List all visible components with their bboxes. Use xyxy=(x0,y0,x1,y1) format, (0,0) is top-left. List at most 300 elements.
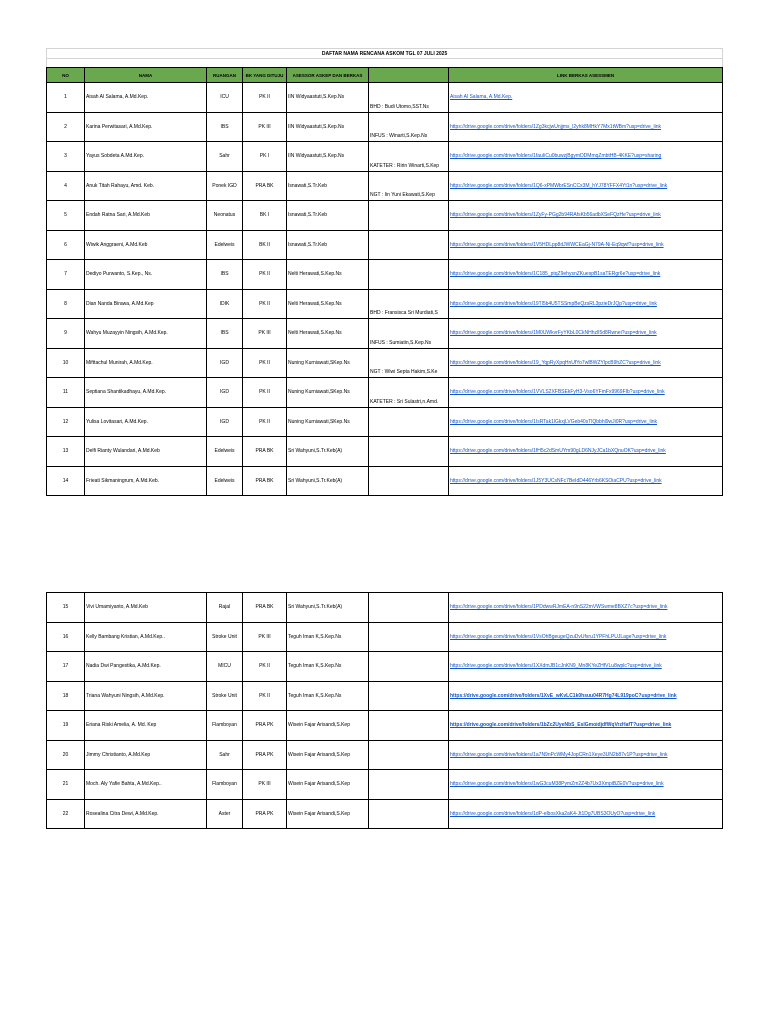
row-link-cell xyxy=(449,83,723,113)
row-asessor: Nelti Herawati,S.Kep.Ns xyxy=(288,330,342,337)
link-berkas[interactable]: Aisah Al Salama, A.Md.Kep. xyxy=(450,94,513,101)
link-berkas[interactable]: https://drive.google.com/drive/folders/19_YqpRyXpqHnUfYo7wlBWZYlpcB9hZC?usp=drive_link xyxy=(450,359,661,366)
row-link-cell xyxy=(449,112,723,142)
row-number: 18 xyxy=(62,692,69,699)
row-nama-cell xyxy=(85,593,207,623)
row-number-cell xyxy=(47,652,85,682)
table-row xyxy=(47,230,723,260)
row-nama-cell xyxy=(85,348,207,378)
row-asessor-cell xyxy=(287,319,369,349)
row-bk: PK III xyxy=(258,123,271,130)
row-link-cell xyxy=(449,289,723,319)
row-number: 20 xyxy=(62,751,69,758)
row-ruangan: Neonatus xyxy=(213,212,236,219)
row-bk: PRA PK xyxy=(255,722,274,729)
row-asessor: Isnawati,S.Tr.Keb xyxy=(288,241,327,248)
row-ruangan: Stroke Unit xyxy=(212,633,237,640)
link-berkas[interactable]: https://drive.google.com/drive/folders/1VsOhBgeugeQzuDvUfsru1YPFhLPUJLage?usp=drive_link xyxy=(450,633,667,640)
row-nama: Jimmy Christianto, A.Md.Kep xyxy=(86,751,151,758)
row-bk-cell xyxy=(243,319,287,349)
row-bk-cell xyxy=(243,230,287,260)
row-nama-cell xyxy=(85,622,207,652)
row-link-cell xyxy=(449,681,723,711)
row-ruangan: Flamboyan xyxy=(212,722,237,729)
col-header-asessor: ASESSOR ASKEP DAN BERKAS xyxy=(287,68,369,83)
row-asessor-cell xyxy=(287,171,369,201)
row-number-cell xyxy=(47,437,85,467)
row-ruangan-cell xyxy=(207,171,243,201)
link-berkas[interactable]: https://drive.google.com/drive/folders/1Zg3kcjwUnjjms_l2yhk8MHkY7Mx1tWBm?usp=drive_link xyxy=(450,123,662,130)
row-nama: Yayus Sobdeta A.Md.Kep. xyxy=(86,153,145,160)
row-number-cell xyxy=(47,378,85,408)
row-bk-cell xyxy=(243,407,287,437)
row-ruangan: Sahr xyxy=(219,751,230,758)
row-asessor-cell xyxy=(287,466,369,496)
row-nama: Wahyu Muzayyin Ningsih, A.Md.Kep. xyxy=(86,330,168,337)
row-asessor-cell xyxy=(287,201,369,231)
row-note-cell xyxy=(369,740,449,770)
row-note-cell xyxy=(369,378,449,408)
row-ruangan-cell xyxy=(207,230,243,260)
row-asessor-cell xyxy=(287,230,369,260)
row-bk: PK II xyxy=(259,389,270,396)
row-asessor-cell xyxy=(287,770,369,800)
row-ruangan-cell xyxy=(207,652,243,682)
link-berkas[interactable]: https://drive.google.com/drive/folders/1XXdmJB1cJnKN9_Mn8KYeZHfVLu8wplc?usp=drive_link xyxy=(450,663,662,670)
row-note-cell xyxy=(369,260,449,290)
row-bk-cell xyxy=(243,348,287,378)
table-row xyxy=(47,652,723,682)
row-ruangan-cell xyxy=(207,407,243,437)
row-nama-cell xyxy=(85,466,207,496)
link-berkas[interactable]: https://drive.google.com/drive/folders/19Tl5b4U5TSSmpBeQzsRL3pzieDrJQp?usp=drive_link xyxy=(450,300,657,307)
row-link-cell xyxy=(449,348,723,378)
row-ruangan: IGD xyxy=(220,418,229,425)
row-asessor-cell xyxy=(287,437,369,467)
row-number: 13 xyxy=(62,448,69,455)
row-bk: PK I xyxy=(259,153,270,160)
row-asessor-cell xyxy=(287,681,369,711)
col-header-ruangan: RUANGAN xyxy=(207,68,243,83)
table-row xyxy=(47,681,723,711)
row-ruangan-cell xyxy=(207,378,243,408)
row-note-cell xyxy=(369,348,449,378)
row-link-cell xyxy=(449,799,723,829)
row-nama-cell xyxy=(85,740,207,770)
row-asessor-cell xyxy=(287,260,369,290)
row-ruangan: ICU xyxy=(220,94,229,101)
row-bk-cell xyxy=(243,681,287,711)
row-asessor: Sri Wahyuni,S.Tr.Keb(A) xyxy=(288,604,343,611)
row-nama: Vivi Umamiyanto, A.Md.Keb xyxy=(86,604,148,611)
row-bk: PRA BK xyxy=(255,604,274,611)
link-berkas[interactable]: https://drive.google.com/drive/folders/1V5HDLpp8dJWWCEaGj-N79A-Ni-Eq9qwf?usp=drive_link xyxy=(450,241,664,248)
row-note-cell xyxy=(369,466,449,496)
table-row xyxy=(47,407,723,437)
row-link-cell xyxy=(449,260,723,290)
row-bk-cell xyxy=(243,171,287,201)
link-berkas[interactable]: https://drive.google.com/drive/folders/1a7N9nPcWMy4JopCRn1Xeye3UN2b87v1P?usp=drive_link xyxy=(450,751,668,758)
row-note-cell xyxy=(369,289,449,319)
row-asessor: Nuning Kurniawati,SKep.Ns xyxy=(288,359,350,366)
row-ruangan-cell xyxy=(207,711,243,741)
row-ruangan-cell xyxy=(207,593,243,623)
row-bk: PRA PK xyxy=(255,810,274,817)
row-ruangan-cell xyxy=(207,770,243,800)
row-note: INFUS : Winarti,S.Kep.Ns xyxy=(370,133,428,139)
row-number: 7 xyxy=(64,271,67,278)
row-ruangan: Edelweis xyxy=(214,448,235,455)
row-link-cell xyxy=(449,171,723,201)
row-number: 10 xyxy=(62,359,69,366)
link-berkas[interactable]: https://drive.google.com/drive/folders/1PDdwwRJmEA-n9nS22mVWSwme8BXZ7c?usp=drive_link xyxy=(450,604,668,611)
row-ruangan: MICU xyxy=(218,663,231,670)
table-row xyxy=(47,466,723,496)
row-asessor: Isnawati,S.Tr.Keb xyxy=(288,212,327,219)
table-row xyxy=(47,437,723,467)
row-number: 15 xyxy=(62,604,69,611)
row-ruangan-cell xyxy=(207,319,243,349)
row-nama: Triana Wahyuni Ningsih, A.Md.Kep. xyxy=(86,692,165,699)
row-bk-cell xyxy=(243,622,287,652)
row-ruangan: Rajal xyxy=(218,604,231,611)
row-ruangan-cell xyxy=(207,799,243,829)
row-asessor: Teguh Iman K,S.Kep.Ns xyxy=(288,633,342,640)
row-link-cell xyxy=(449,319,723,349)
row-asessor: Nuning Kurniawati,SKep.Ns xyxy=(288,389,350,396)
row-nama-cell xyxy=(85,652,207,682)
row-ruangan-cell xyxy=(207,466,243,496)
row-link-cell xyxy=(449,201,723,231)
row-asessor: Nuning Kurniawati,SKep.Ns xyxy=(288,418,350,425)
link-berkas[interactable]: https://drive.google.com/drive/folders/1ZyFy-PGg2b94RAfsKb56adbXSeFQzHe?usp=drive_link xyxy=(450,212,661,219)
row-asessor: IIN Widyaastuti,S.Kep.Ns xyxy=(288,123,345,130)
row-link-cell xyxy=(449,652,723,682)
row-ruangan: Flamboyan xyxy=(212,781,237,788)
row-nama: Delfi Rianty Wulandari, A.Md.Keb xyxy=(86,448,160,455)
ascom-table-part-1 xyxy=(46,48,723,496)
table-row xyxy=(47,593,723,623)
table-row xyxy=(47,740,723,770)
row-note-cell xyxy=(369,407,449,437)
table-row xyxy=(47,171,723,201)
row-number: 8 xyxy=(64,300,67,307)
row-nama-cell xyxy=(85,171,207,201)
row-ruangan-cell xyxy=(207,83,243,113)
row-number-cell xyxy=(47,681,85,711)
row-number-cell xyxy=(47,770,85,800)
row-ruangan-cell xyxy=(207,289,243,319)
row-note-cell xyxy=(369,652,449,682)
row-number-cell xyxy=(47,593,85,623)
link-berkas[interactable]: https://drive.google.com/drive/folders/1fH5c2dSmUYm90gLD6NJyJCa1bXQnuOK?usp=drive_link xyxy=(450,448,666,455)
row-ruangan: Aster xyxy=(218,810,231,817)
row-number: 6 xyxy=(64,241,67,248)
row-asessor: Wisein Fajar Arisandi,S.Kep xyxy=(288,722,350,729)
row-bk: PK II xyxy=(259,300,270,307)
row-number: 22 xyxy=(62,810,69,817)
row-nama-cell xyxy=(85,799,207,829)
link-berkas[interactable]: https://drive.google.com/drive/folders/1IsRTak1lGkxjLVGeb40sTlQbbhl9wJi0R?usp=drive_link xyxy=(450,418,657,425)
row-bk-cell xyxy=(243,378,287,408)
row-note-cell xyxy=(369,142,449,172)
row-ruangan: Stroke Unit xyxy=(212,692,237,699)
row-bk: PK III xyxy=(258,781,271,788)
row-number-cell xyxy=(47,348,85,378)
row-asessor-cell xyxy=(287,593,369,623)
row-note: NGT : Iin Yuni Ekawati,S.Kep xyxy=(370,192,435,198)
row-nama: Eriana Riski Amelia, A. Md. Kep xyxy=(86,722,157,729)
row-asessor-cell xyxy=(287,112,369,142)
link-berkas[interactable]: https://drive.google.com/drive/folders/1Q6-xPMWbrESnCCx3M_hYJ78YFFX4Yt1n?usp=drive_link xyxy=(450,182,668,189)
row-bk-cell xyxy=(243,112,287,142)
row-nama-cell xyxy=(85,437,207,467)
link-berkas[interactable]: https://drive.google.com/drive/folders/1fauIiCu0buwzjBgymDDMmqZmbtHB-4KKE?usp=sharing xyxy=(450,153,662,160)
row-ruangan: IGD xyxy=(220,359,229,366)
row-asessor-cell xyxy=(287,740,369,770)
row-bk-cell xyxy=(243,652,287,682)
row-bk: BK I xyxy=(259,212,270,219)
link-berkas[interactable]: https://drive.google.com/drive/folders/1wG3cuM38PymZm2Z4b7Ux3XmpiBZE0V?usp=drive_link xyxy=(450,781,664,788)
row-asessor: Teguh Iman K,S.Kep.Ns xyxy=(288,692,342,699)
row-number-cell xyxy=(47,230,85,260)
title-row xyxy=(47,49,723,59)
row-nama-cell xyxy=(85,260,207,290)
table-row xyxy=(47,142,723,172)
row-note: NGT : Wiwi Septa Hakim,S.Ke xyxy=(370,369,438,375)
row-ruangan: IBS xyxy=(220,123,229,130)
col-header-blank xyxy=(369,68,449,83)
row-number-cell xyxy=(47,112,85,142)
row-link-cell xyxy=(449,230,723,260)
row-asessor-cell xyxy=(287,289,369,319)
row-nama: Karina Perwitasari, A.Md.Kep. xyxy=(86,123,153,130)
row-asessor-cell xyxy=(287,83,369,113)
row-nama-cell xyxy=(85,378,207,408)
row-number: 14 xyxy=(62,477,69,484)
row-bk-cell xyxy=(243,437,287,467)
row-asessor: Nelti Herawati,S.Kep.Ns xyxy=(288,300,342,307)
row-number: 5 xyxy=(64,212,67,219)
row-note-cell xyxy=(369,201,449,231)
row-bk-cell xyxy=(243,799,287,829)
link-berkas[interactable]: https://drive.google.com/drive/folders/1M0UWkvrFyYKbL0CkNHhzlI5d8Rwnei?usp=drive_link xyxy=(450,330,657,337)
row-nama: Mifttachul Munirah, A.Md.Kep. xyxy=(86,359,153,366)
table-row xyxy=(47,799,723,829)
row-nama: Anuk Titah Rahayu, Amd. Keb. xyxy=(86,182,155,189)
table-row xyxy=(47,711,723,741)
row-link-cell xyxy=(449,437,723,467)
row-ruangan-cell xyxy=(207,112,243,142)
row-ruangan-cell xyxy=(207,260,243,290)
row-bk: PRA BK xyxy=(255,448,274,455)
row-note-cell xyxy=(369,593,449,623)
row-ruangan: Edelweis xyxy=(214,241,235,248)
row-nama: Septiana Shantikadhayu, A.Md.Kep. xyxy=(86,389,167,396)
row-number: 17 xyxy=(62,663,69,670)
row-number: 11 xyxy=(62,389,69,396)
row-nama: Dediyo Purwanto, S.Kep., Ns. xyxy=(86,271,153,278)
row-ruangan-cell xyxy=(207,740,243,770)
row-number-cell xyxy=(47,171,85,201)
table-row xyxy=(47,289,723,319)
row-nama: Rosealina Citra Dewi, A.Md.Kep. xyxy=(86,810,159,817)
row-number-cell xyxy=(47,622,85,652)
row-bk-cell xyxy=(243,289,287,319)
row-nama-cell xyxy=(85,711,207,741)
row-number-cell xyxy=(47,142,85,172)
row-note: INFUS : Sumiatin,S.Kep.Ns xyxy=(370,339,432,346)
row-nama-cell xyxy=(85,770,207,800)
row-nama: Moch. Aly Yafie Bahta, A.Md.Kep.. xyxy=(86,781,162,788)
document-title: DAFTAR NAMA RENCANA ASKOM TGL 07 JULI 2025 xyxy=(47,49,723,59)
row-number-cell xyxy=(47,799,85,829)
row-asessor: IIN Widyaastuti,S.Kep.Ns xyxy=(288,94,345,101)
row-ruangan: IBS xyxy=(220,271,229,278)
row-bk: PK III xyxy=(258,633,271,640)
row-bk-cell xyxy=(243,83,287,113)
row-bk: PK II xyxy=(259,359,270,366)
row-asessor: Sri Wahyuni,S.Tr.Keb(A) xyxy=(288,477,343,484)
table-row xyxy=(47,378,723,408)
row-ruangan-cell xyxy=(207,622,243,652)
row-asessor: Sri Wahyuni,S.Tr.Keb(A) xyxy=(288,448,343,455)
row-number: 3 xyxy=(64,153,67,160)
row-asessor: IIN Widyaastuti,S.Kep.Ns xyxy=(288,153,345,160)
row-number: 2 xyxy=(64,123,67,130)
row-nama-cell xyxy=(85,319,207,349)
row-ruangan: IDIK xyxy=(219,300,230,307)
row-asessor: Wisein Fajar Arisandi,S.Kep xyxy=(288,751,350,758)
row-ruangan-cell xyxy=(207,437,243,467)
spacer-row xyxy=(47,59,723,68)
row-nama-cell xyxy=(85,407,207,437)
row-nama-cell xyxy=(85,142,207,172)
row-bk-cell xyxy=(243,711,287,741)
row-number: 9 xyxy=(64,330,67,337)
row-bk: PRA BK xyxy=(255,477,274,484)
row-ruangan-cell xyxy=(207,348,243,378)
row-asessor-cell xyxy=(287,711,369,741)
row-ruangan: Edelweis xyxy=(214,477,235,484)
link-berkas[interactable]: https://drive.google.com/drive/folders/1bZc2UyeNbS_EslGmoidjdfWqVrzHafT?usp=drive_link xyxy=(450,722,672,729)
row-number-cell xyxy=(47,289,85,319)
link-berkas[interactable]: https://drive.google.com/drive/folders/1dP-elbosXka2aK4-Jt1Dg7UBS3OUyO?usp=drive_link xyxy=(450,810,656,817)
col-header-nama: NAMA xyxy=(85,68,207,83)
row-link-cell xyxy=(449,622,723,652)
row-nama: Dian Nanda Birawa, A.Md.Kep xyxy=(86,300,154,307)
row-nama-cell xyxy=(85,112,207,142)
col-header-link: LINK BERKAS ASESSMEN xyxy=(449,68,723,83)
table-row xyxy=(47,260,723,290)
link-berkas[interactable]: https://drive.google.com/drive/folders/1J5Y3UCsNFc7BeIdD446Yrb6KSOiaCPU?usp=drive_link xyxy=(450,477,662,484)
link-berkas[interactable]: https://drive.google.com/drive/folders/1VVLS2XFBSEkFyH3-Vso6YFmFx9969FIb?usp=drive_link xyxy=(450,389,665,396)
row-number-cell xyxy=(47,260,85,290)
row-ruangan: IGD xyxy=(220,389,229,396)
row-bk: PRA BK xyxy=(255,182,274,189)
row-note: KATETER : Sri Sulastri,n.Amd. xyxy=(370,398,439,405)
row-link-cell xyxy=(449,142,723,172)
row-bk: PK II xyxy=(259,94,270,101)
row-ruangan: IBS xyxy=(220,330,229,337)
row-note-cell xyxy=(369,319,449,349)
table-row xyxy=(47,83,723,113)
link-berkas[interactable]: https://drive.google.com/drive/folders/1XvE_wKvLC1k0hsuu04R7Hg74L919poC?usp=drive_link xyxy=(450,692,677,699)
row-note-cell xyxy=(369,230,449,260)
row-asessor-cell xyxy=(287,348,369,378)
table-row xyxy=(47,622,723,652)
row-bk-cell xyxy=(243,593,287,623)
row-link-cell xyxy=(449,593,723,623)
row-bk-cell xyxy=(243,740,287,770)
row-number-cell xyxy=(47,466,85,496)
row-bk-cell xyxy=(243,770,287,800)
row-bk: PK II xyxy=(259,418,270,425)
row-bk-cell xyxy=(243,260,287,290)
row-nama-cell xyxy=(85,230,207,260)
row-number: 19 xyxy=(62,722,69,729)
row-asessor: Wisein Fajar Arisandi,S.Kep xyxy=(288,810,350,817)
row-bk: BK II xyxy=(259,241,270,248)
row-ruangan-cell xyxy=(207,201,243,231)
row-ruangan: Sahr xyxy=(219,153,230,160)
row-ruangan-cell xyxy=(207,681,243,711)
row-note-cell xyxy=(369,681,449,711)
row-nama: Endah Ratna Sari, A.Md.Keb xyxy=(86,212,150,219)
row-link-cell xyxy=(449,378,723,408)
row-bk: PK II xyxy=(259,692,270,699)
link-berkas[interactable]: https://drive.google.com/drive/folders/1C185_ptqZ9ehysnZKuespB1saTERgr6e?usp=drive_link xyxy=(450,271,661,278)
row-note: KATETER : Ririn Winarti,S.Kep xyxy=(370,162,440,169)
row-asessor: Isnawati,S.Tr.Keb xyxy=(288,182,327,189)
row-nama: Kelly Bambang Kristian, A.Md.Kep.. xyxy=(86,633,165,640)
table-row xyxy=(47,770,723,800)
row-nama: Aisah Al Salama, A.Md.Kep. xyxy=(86,94,149,101)
row-number-cell xyxy=(47,83,85,113)
row-number-cell xyxy=(47,407,85,437)
table-row xyxy=(47,348,723,378)
row-note-cell xyxy=(369,799,449,829)
row-ruangan: Ponek IGD xyxy=(212,182,237,189)
col-header-no: NO xyxy=(47,68,85,83)
row-nama: Nadia Dwi Pangestika, A.Md.Kep. xyxy=(86,663,161,670)
row-note-cell xyxy=(369,171,449,201)
row-number: 4 xyxy=(64,182,67,189)
row-number: 12 xyxy=(62,418,69,425)
row-note-cell xyxy=(369,112,449,142)
row-asessor-cell xyxy=(287,652,369,682)
row-link-cell xyxy=(449,407,723,437)
row-nama-cell xyxy=(85,681,207,711)
row-number-cell xyxy=(47,319,85,349)
row-bk: PRA PK xyxy=(255,751,274,758)
row-number: 16 xyxy=(62,633,69,640)
row-ruangan-cell xyxy=(207,142,243,172)
table-row xyxy=(47,319,723,349)
row-nama: Frieati Sikmaningrum, A.Md.Keb. xyxy=(86,477,160,484)
row-note-cell xyxy=(369,622,449,652)
row-nama: Yulisa Lovitasari, A.Md.Kep. xyxy=(86,418,148,425)
row-bk: PK II xyxy=(259,271,270,278)
row-number-cell xyxy=(47,711,85,741)
row-note-cell xyxy=(369,437,449,467)
row-asessor: Wisein Fajar Arisandi,S.Kep xyxy=(288,781,350,788)
row-nama-cell xyxy=(85,201,207,231)
row-note: BHD : Budi Utomo,SST.Ns xyxy=(370,103,429,110)
row-bk-cell xyxy=(243,142,287,172)
row-number-cell xyxy=(47,201,85,231)
row-link-cell xyxy=(449,770,723,800)
